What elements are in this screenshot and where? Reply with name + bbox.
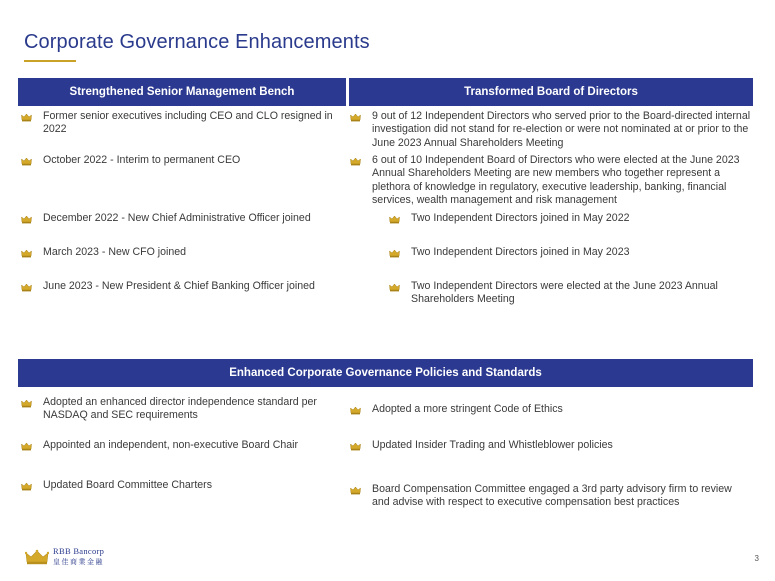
crown-bullet-icon — [21, 249, 32, 258]
crown-bullet-icon — [389, 283, 400, 292]
crown-bullet-icon — [350, 157, 361, 166]
policy-item: Appointed an independent, non-executive Board Chair — [43, 439, 299, 451]
crown-bullet-icon — [21, 113, 32, 122]
crown-bullet-icon — [350, 113, 361, 122]
board-subitem: Two Independent Directors were elected at the June 2023 Annual Shareholders Meeting — [411, 280, 718, 306]
page-number: 3 — [754, 554, 759, 563]
crown-bullet-icon — [350, 486, 361, 495]
crown-bullet-icon — [21, 283, 32, 292]
board-item: 6 out of 10 Independent Board of Directors who were elected at the June 2023 Annual Shareholders Meeting are new members who together represent a plethora of knowledge in regulatory, executive leadership, banking, financial services, wealth management and risk management — [372, 154, 740, 206]
management-item: October 2022 - Interim to permanent CEO — [43, 154, 241, 166]
crown-bullet-icon — [350, 442, 361, 451]
policy-item: Board Compensation Committee engaged a 3rd party advisory firm to review and advise with respect to executive compensation best practices — [372, 483, 732, 509]
crown-bullet-icon — [21, 215, 32, 224]
crown-bullet-icon — [21, 442, 32, 451]
board-item: 9 out of 12 Independent Directors who served prior to the Board-directed internal investigation did not stand for re-election or were not nominated at or prior to the June 2023 Annual Shareholders Meeting — [372, 110, 751, 149]
policy-item: Updated Insider Trading and Whistleblower policies — [372, 439, 613, 451]
company-logo — [25, 546, 104, 568]
logo-company-name: RBB Bancorp — [53, 546, 105, 556]
crown-bullet-icon — [389, 215, 400, 224]
policy-item: Adopted a more stringent Code of Ethics — [372, 403, 563, 415]
management-item: March 2023 - New CFO joined — [43, 246, 187, 258]
crown-logo-icon — [25, 549, 49, 565]
page-title: Corporate Governance Enhancements — [24, 31, 370, 53]
management-item: Former senior executives including CEO and CLO resigned in 2022 — [43, 110, 333, 136]
board-subitem: Two Independent Directors joined in May 2022 — [411, 212, 630, 224]
management-item: December 2022 - New Chief Administrative Officer joined — [43, 212, 311, 224]
crown-bullet-icon — [21, 482, 32, 491]
title-underline — [24, 60, 76, 62]
left-section-header: Strengthened Senior Management Bench — [18, 78, 346, 106]
right-section-header: Transformed Board of Directors — [349, 78, 753, 106]
crown-bullet-icon — [21, 157, 32, 166]
management-item: June 2023 - New President & Chief Banking Officer joined — [43, 280, 315, 292]
policy-item: Updated Board Committee Charters — [43, 479, 212, 491]
crown-bullet-icon — [21, 399, 32, 408]
logo-chinese-name: 皇佳商業金融 — [53, 558, 104, 566]
board-subitem: Two Independent Directors joined in May 2023 — [411, 246, 630, 258]
crown-bullet-icon — [389, 249, 400, 258]
policies-section-header: Enhanced Corporate Governance Policies and Standards — [18, 359, 753, 387]
crown-bullet-icon — [350, 406, 361, 415]
policy-item: Adopted an enhanced director independence standard per NASDAQ and SEC requirements — [43, 396, 317, 422]
